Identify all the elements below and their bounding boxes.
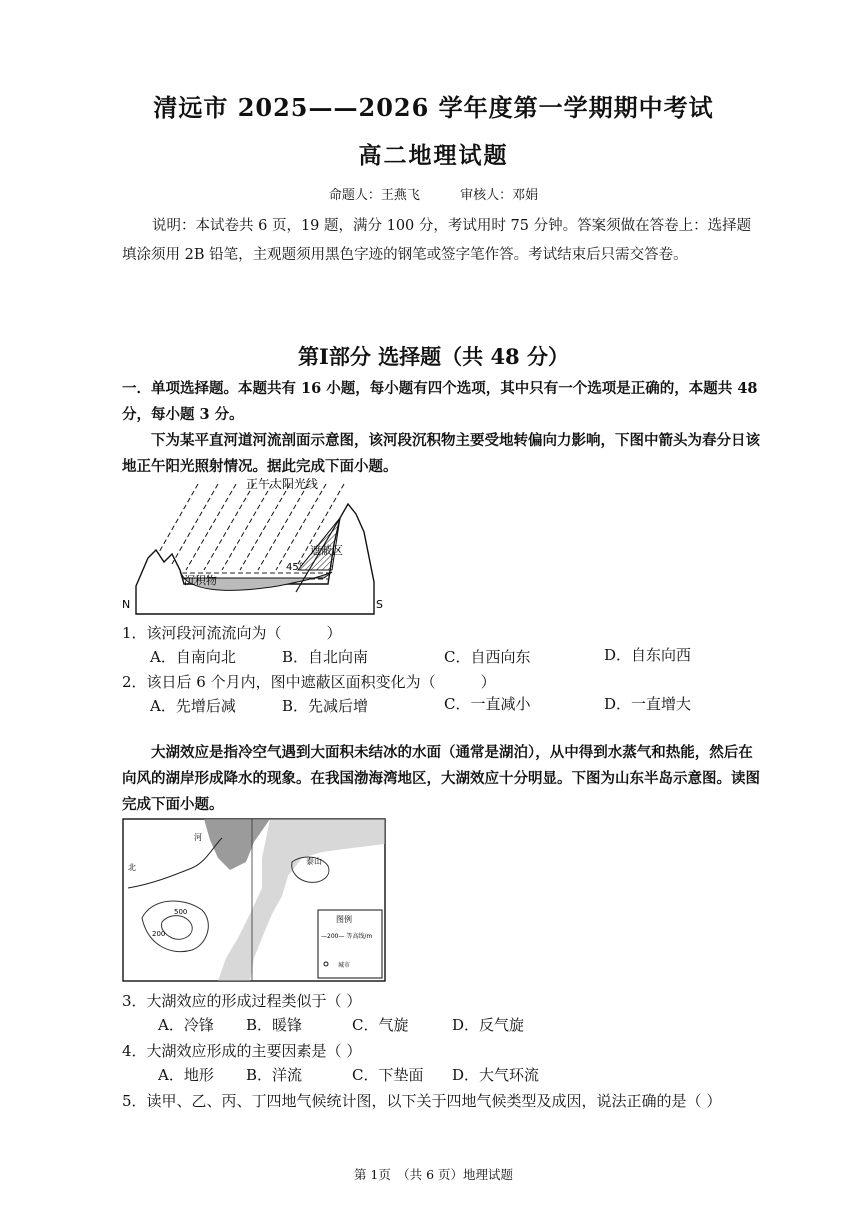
- he-label: 河: [194, 833, 202, 842]
- legend-contour: —200— 等高线/m: [321, 933, 373, 940]
- q1-option-c: C．自西向东: [444, 648, 531, 666]
- q4-option-a: A．地形: [158, 1066, 214, 1084]
- q1-option-a: A．自南向北: [150, 648, 236, 666]
- bei-label: 北: [128, 863, 136, 872]
- contour-200-label: 200: [152, 930, 166, 938]
- question-3-stem: 3．大湖效应的形成过程类似于（ ）: [122, 992, 362, 1010]
- q4-option-d: D．大气环流: [452, 1066, 540, 1084]
- q4-option-b: B．洋流: [246, 1066, 303, 1084]
- q2-option-d: D．一直增大: [604, 695, 692, 713]
- question-5-stem: 5．读甲、乙、丙、丁四地气候统计图，以下关于四地气候类型及成因，说法正确的是（ ）: [122, 1092, 722, 1110]
- q2-option-b: B．先减后增: [282, 697, 369, 715]
- q1-option-b: B．自北向南: [282, 648, 369, 666]
- contour-500-label: 500: [174, 908, 188, 916]
- q1-option-d: D．自东向西: [604, 646, 692, 664]
- exam-title: 清远市 2025——2026 学年度第一学期期中考试: [153, 93, 714, 122]
- question-1-stem: 1．该河段河流流向为（ ）: [122, 624, 342, 642]
- river-profile-figure: [118, 474, 398, 616]
- q2-option-c: C．一直减小: [444, 695, 531, 713]
- authors-line: [0, 184, 867, 203]
- passage-2: 大湖效应是指冷空气遇到大面积未结冰的水面（通常是湖泊），从中得到水蒸气和热能，然后在向风的湖岸形成降水的现象。在我国渤海湾地区，大湖效应十分明显。下图为山东半岛示意图。读图完成下面小题。: [122, 744, 760, 813]
- shandong-map-figure: [122, 818, 386, 982]
- reviewer: 审核人：邓娟: [460, 188, 539, 203]
- north-label: N: [122, 598, 131, 611]
- sediment-label: 沉积物: [184, 574, 217, 587]
- instructions: 说明：本试卷共 6 页，19 题，满分 100 分，考试用时 75 分钟。答案须做在答卷上：选择题填涂须用 2B 铅笔，主观题须用黑色字迹的钢笔或签字笔作答。考试结束后只需交答卷。: [122, 218, 752, 263]
- q3-option-a: A．冷锋: [158, 1016, 214, 1034]
- question-2-stem: 2．该日后 6 个月内，图中遮蔽区面积变化为（ ）: [122, 673, 496, 691]
- legend-city: 城市: [338, 962, 351, 969]
- q3-option-b: B．暖锋: [246, 1016, 303, 1034]
- part-title: 第Ⅰ部分 选择题（共 48 分）: [298, 344, 569, 369]
- angle-label: 45°: [286, 562, 304, 573]
- page-footer: 第 1页 （共 6 页）地理试题: [353, 1167, 514, 1182]
- taishan-label: 泰山: [306, 857, 322, 866]
- author: 命题人：王燕飞: [328, 188, 420, 203]
- legend-title: 图例: [336, 915, 352, 924]
- south-label: S: [376, 598, 383, 611]
- q3-option-c: C．气旋: [352, 1016, 409, 1034]
- sun-ray-label: 正午太阳光线: [246, 477, 319, 491]
- q4-option-c: C．下垫面: [352, 1066, 424, 1084]
- q3-option-d: D．反气旋: [452, 1016, 525, 1034]
- passage-1: 下为某平直河道河流剖面示意图，该河段沉积物主要受地转偏向力影响，下图中箭头为春分日该地正午阳光照射情况。据此完成下面小题。: [122, 432, 760, 475]
- exam-subtitle: 高二地理试题: [358, 142, 509, 169]
- question-4-stem: 4．大湖效应形成的主要因素是（ ）: [122, 1042, 362, 1060]
- q2-option-a: A．先增后减: [150, 697, 236, 715]
- shadow-label: 遮蔽区: [310, 544, 343, 557]
- section-intro: 一．单项选择题。本题共有 16 小题，每小题有四个选项，其中只有一个选项是正确的，本题共 48 分，每小题 3 分。: [122, 380, 758, 423]
